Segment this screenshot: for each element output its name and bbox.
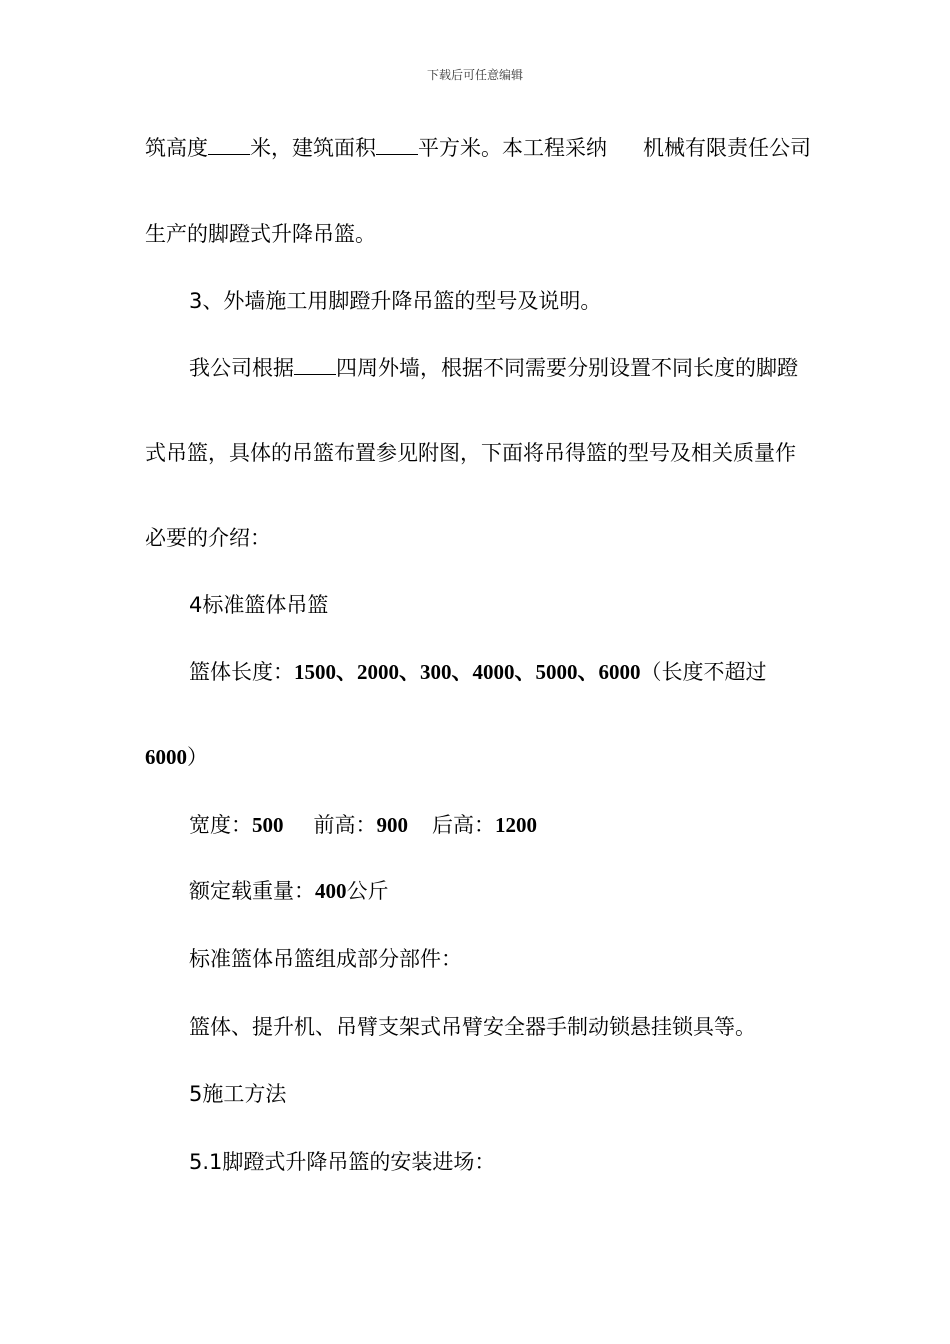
paragraph-line-2	[145, 220, 376, 248]
section-title: 施工方法	[202, 1082, 287, 1106]
text-fragment: ）	[187, 745, 208, 769]
basket-length-continuation	[145, 743, 208, 771]
blank-field	[376, 134, 418, 155]
header-note: 下载后可任意编辑	[426, 68, 523, 82]
text-fragment: 筑高度	[145, 136, 208, 160]
text-fragment: 必要的介绍：	[145, 526, 271, 550]
section-title: 标准篮体吊篮	[202, 593, 329, 617]
spec-label: 后高：	[432, 813, 495, 837]
text-fragment: 标准篮体吊篮组成部分部件：	[189, 947, 462, 971]
spec-label: 宽度：	[189, 813, 252, 837]
text-fragment: 篮体、提升机、吊臂支架式吊臂安全器手制动锁悬挂锁具等。	[189, 1015, 756, 1039]
text-fragment: 米，建筑面积	[250, 136, 376, 160]
spec-value: 6000	[145, 745, 187, 769]
components-list	[189, 1013, 756, 1041]
basket-length-line	[189, 658, 767, 686]
dimensions-line	[189, 811, 537, 839]
text-fragment: 式吊篮，具体的吊篮布置参见附图，下面将吊得篮的型号及相关质量作	[145, 441, 796, 465]
section-heading-4	[189, 591, 328, 619]
section-number: 5.1	[189, 1150, 223, 1174]
section-title: 脚蹬式升降吊篮的安装进场：	[222, 1150, 496, 1174]
rated-load-line	[189, 877, 389, 905]
section-heading-5-1	[189, 1148, 495, 1176]
components-heading	[189, 945, 462, 973]
text-fragment: 机械有限责任公司	[643, 136, 811, 160]
spec-value: 1200	[495, 813, 537, 837]
section-number: 3	[189, 289, 203, 313]
section-number: 5	[189, 1082, 203, 1106]
blank-field	[294, 354, 336, 375]
spec-value: 900	[376, 813, 408, 837]
section-number: 4	[189, 593, 203, 617]
paragraph-line-6	[145, 524, 271, 552]
section-heading-5	[189, 1080, 286, 1108]
text-fragment: 我公司根据	[189, 356, 294, 380]
section-title: 、外墙施工用脚蹬升降吊篮的型号及说明。	[202, 289, 602, 313]
paragraph-line-5	[145, 439, 796, 467]
text-fragment: 平方米。本工程采纳	[418, 136, 607, 160]
spec-label: 前高：	[313, 813, 377, 837]
spec-label: 额定载重量：	[189, 879, 315, 903]
text-fragment: （长度不超过	[640, 660, 767, 684]
spec-value: 500	[252, 813, 284, 837]
text-fragment: 生产的脚蹬式升降吊篮。	[145, 222, 376, 246]
paragraph-line-4	[189, 354, 798, 382]
text-fragment: 四周外墙，根据不同需要分别设置不同长度的脚蹬	[336, 356, 798, 380]
spec-label: 篮体长度：	[189, 660, 294, 684]
spec-value: 400	[315, 879, 347, 903]
paragraph-line-1	[145, 134, 811, 162]
spec-value: 1500、2000、300、4000、5000、6000	[294, 660, 641, 684]
blank-field	[208, 134, 250, 155]
section-heading-3	[189, 287, 601, 315]
spec-unit: 公斤	[346, 879, 389, 903]
